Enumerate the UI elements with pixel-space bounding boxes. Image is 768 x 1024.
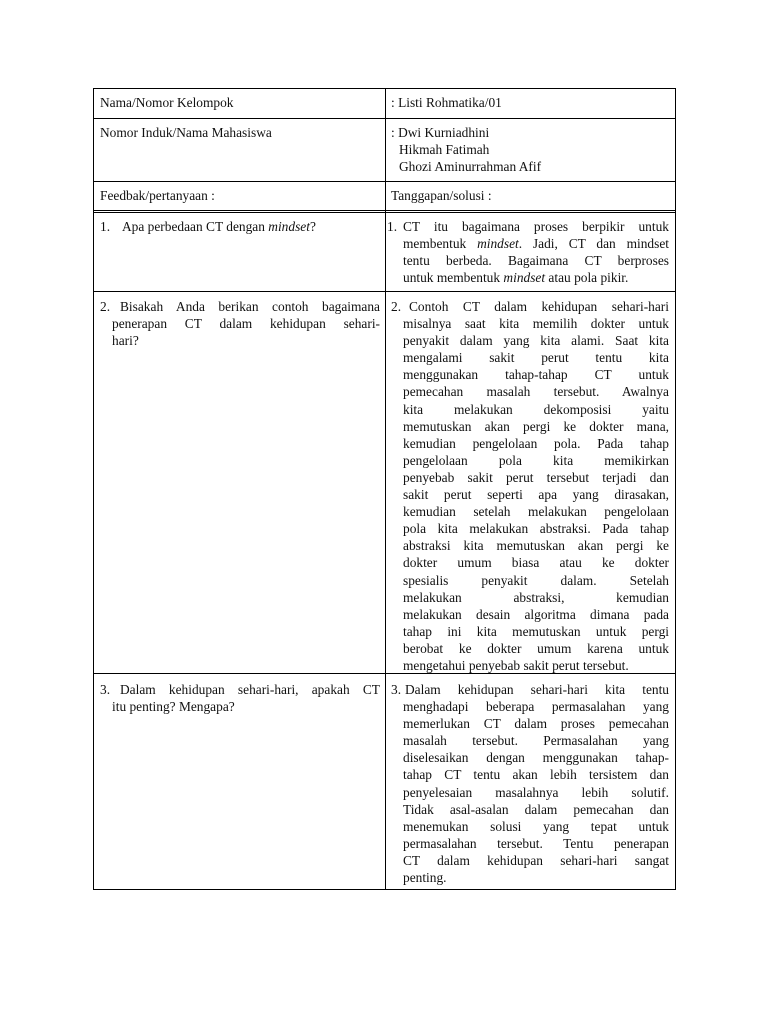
student-name: : Dwi Kurniadhini [391,125,490,140]
question-text: Apa perbedaan CT dengan mindset? [122,219,316,234]
question-3 [100,681,380,715]
question-number: 3. [100,682,111,697]
answer-text: CT itu bagaimana proses berpikir untuk membentuk mindset. Jadi, CT dan mindset tentu berbeda. Bagaimana CT berproses untuk membentuk mindset atau pola pikir. [403,219,669,286]
student-label: Nomor Induk/Nama Mahasiswa [100,125,272,140]
answer-number: 1. [387,219,398,234]
student-name: Hikmah Fatimah [399,142,490,158]
question-number: 1. [100,219,111,234]
answer-2 [391,298,669,674]
question-text: Dalam kehidupan sehari-hari, apakah CT itu penting? Mengapa? [112,682,380,715]
answer-text: Dalam kehidupan sehari-hari kita tentu menghadapi beberapa permasalahan yang memerlukan CT dalam proses pemecahan masalah tersebut. Permasalahan yang diselesaikan dengan menggunakan tahap- tahap CT tentu akan lebih tersistem dan penyelesaian masalahnya lebih solutif. Tidak asal-asalan dalam pemecahan dan menemukan solusi yang tepat untuk permasalahan tersebut. Tentu penerapan CT dalam kehidupan sehari-hari sangat penting. [403,682,669,886]
answer-text: Contoh CT dalam kehidupan sehari-hari misalnya saat kita memilih dokter untuk penyakit dalam yang kita alami. Saat kita mengalami sakit perut tentu kita menggunakan tahap-tahap CT untuk pemecahan masalah tersebut. Awalnya kita melakukan dekomposisi yaitu memutuskan akan pergi ke dokter mana, kemudian pengelolaan pola. Pada tahap pengelolaan pola kita memikirkan penyebab sakit perut tersebut terjadi dan sakit perut seperti apa yang dirasakan, kemudian setelah melakukan pengelolaan pola kita melakukan abstraksi. Pada tahap abstraksi kita memutuskan akan pergi ke dokter umum biasa atau ke dokter spesialis penyakit dalam. Setelah melakukan abstraksi, kemudian melakukan desain algoritma dimana pada tahap ini kita memutuskan untuk pergi berobat ke dokter umum karena untuk mengetahui penyebab sakit perut tersebut. [403,299,669,673]
table-row-divider [93,212,676,213]
question-2 [100,298,380,349]
group-label: Nama/Nomor Kelompok [100,95,234,110]
question-1 [100,218,380,235]
table-column-divider [385,88,386,890]
response-header: Tanggapan/solusi : [391,188,492,203]
answer-1 [387,218,669,286]
table-border-right [675,88,676,890]
table-row-divider [93,118,676,119]
student-list [391,124,541,175]
question-number: 2. [100,299,111,314]
answer-number: 3. [391,682,402,697]
student-name: Ghozi Aminurrahman Afif [399,159,542,175]
table-border-left [93,88,94,890]
table-row-divider [93,210,676,211]
question-text: Bisakah Anda berikan contoh bagaimana penerapan CT dalam kehidupan sehari- hari? [112,299,380,349]
table-row-divider [93,181,676,182]
answer-number: 2. [391,299,402,314]
group-value: : Listi Rohmatika/01 [391,95,502,110]
answer-3 [391,681,669,886]
feedback-header: Feedbak/pertanyaan : [100,188,215,203]
table-row-divider [93,291,676,292]
